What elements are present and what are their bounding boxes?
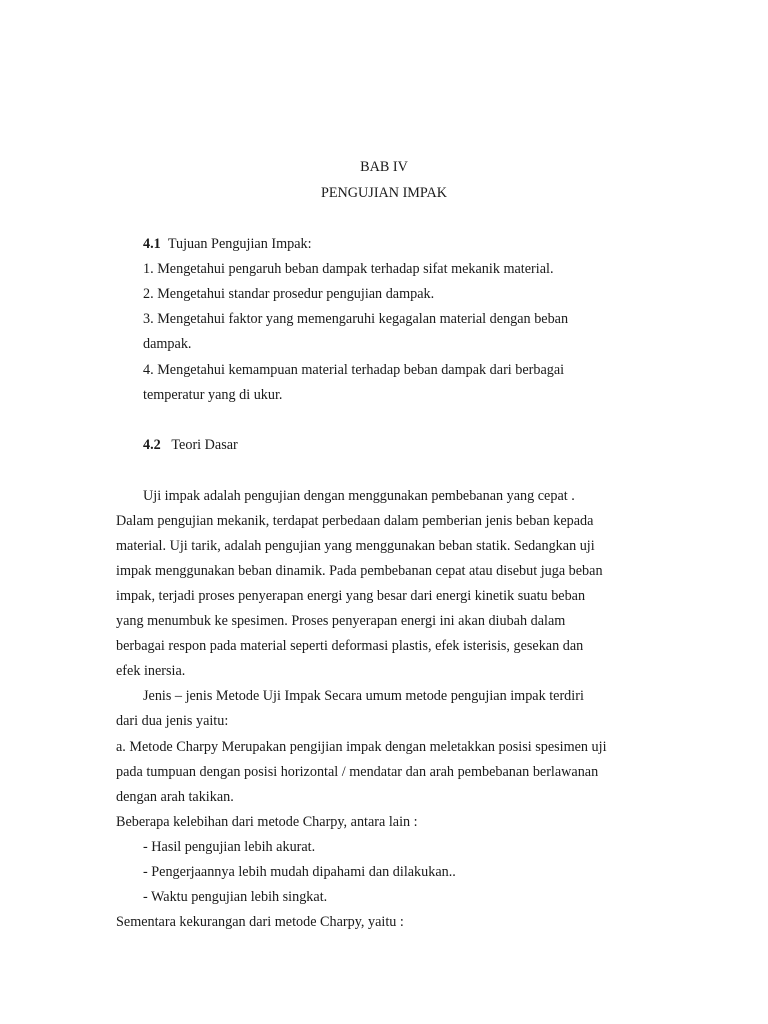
paragraph-line: yang menumbuk ke spesimen. Proses penyerapan energi ini akan diubah dalam [116,613,566,629]
section-title: Teori Dasar [171,437,238,453]
list-item: temperatur yang di ukur. [143,387,283,403]
paragraph-line: dengan arah takikan. [116,789,234,805]
section-heading-4-1 [143,235,312,253]
disadvantages-intro: Sementara kekurangan dari metode Charpy, yaitu : [116,914,404,930]
paragraph-line: impak menggunakan beban dinamik. Pada pembebanan cepat atau disebut juga beban [116,563,603,579]
list-item: - Pengerjaannya lebih mudah dipahami dan dilakukan.. [143,864,456,880]
list-item: 3. Mengetahui faktor yang memengaruhi kegagalan material dengan beban [143,311,569,327]
paragraph-line: a. Metode Charpy Merupakan pengijian impak dengan meletakkan posisi spesimen uji [116,739,607,755]
paragraph-line: dari dua jenis yaitu: [116,713,229,729]
paragraph-line: Jenis – jenis Metode Uji Impak Secara umum metode pengujian impak terdiri [143,688,584,704]
list-item: - Hasil pengujian lebih akurat. [143,839,316,855]
list-item: 2. Mengetahui standar prosedur pengujian dampak. [143,286,435,302]
chapter-title: PENGUJIAN IMPAK [321,185,447,201]
paragraph-line: Dalam pengujian mekanik, terdapat perbedaan dalam pemberian jenis beban kepada [116,513,594,529]
paragraph-line: efek inersia. [116,663,186,679]
list-item: 1. Mengetahui pengaruh beban dampak terhadap sifat mekanik material. [143,261,554,277]
paragraph-line: pada tumpuan dengan posisi horizontal / mendatar dan arah pembebanan berlawanan [116,764,599,780]
advantages-intro: Beberapa kelebihan dari metode Charpy, antara lain : [116,814,418,830]
list-item: dampak. [143,336,192,352]
paragraph-line: material. Uji tarik, adalah pengujian yang menggunakan beban statik. Sedangkan uji [116,538,595,554]
list-item: - Waktu pengujian lebih singkat. [143,889,328,905]
section-heading-4-2 [143,436,238,454]
section-title: Tujuan Pengujian Impak: [167,236,312,252]
paragraph-line: berbagai respon pada material seperti deformasi plastis, efek isterisis, gesekan dan [116,638,584,654]
paragraph-line: Uji impak adalah pengujian dengan menggunakan pembebanan yang cepat . [143,488,575,504]
paragraph-line: impak, terjadi proses penyerapan energi yang besar dari energi kinetik suatu beban [116,588,586,604]
list-item: 4. Mengetahui kemampuan material terhadap beban dampak dari berbagai [143,362,565,378]
section-number: 4.2 [143,437,161,453]
section-number: 4.1 [143,236,161,252]
chapter-number: BAB IV [360,159,408,175]
